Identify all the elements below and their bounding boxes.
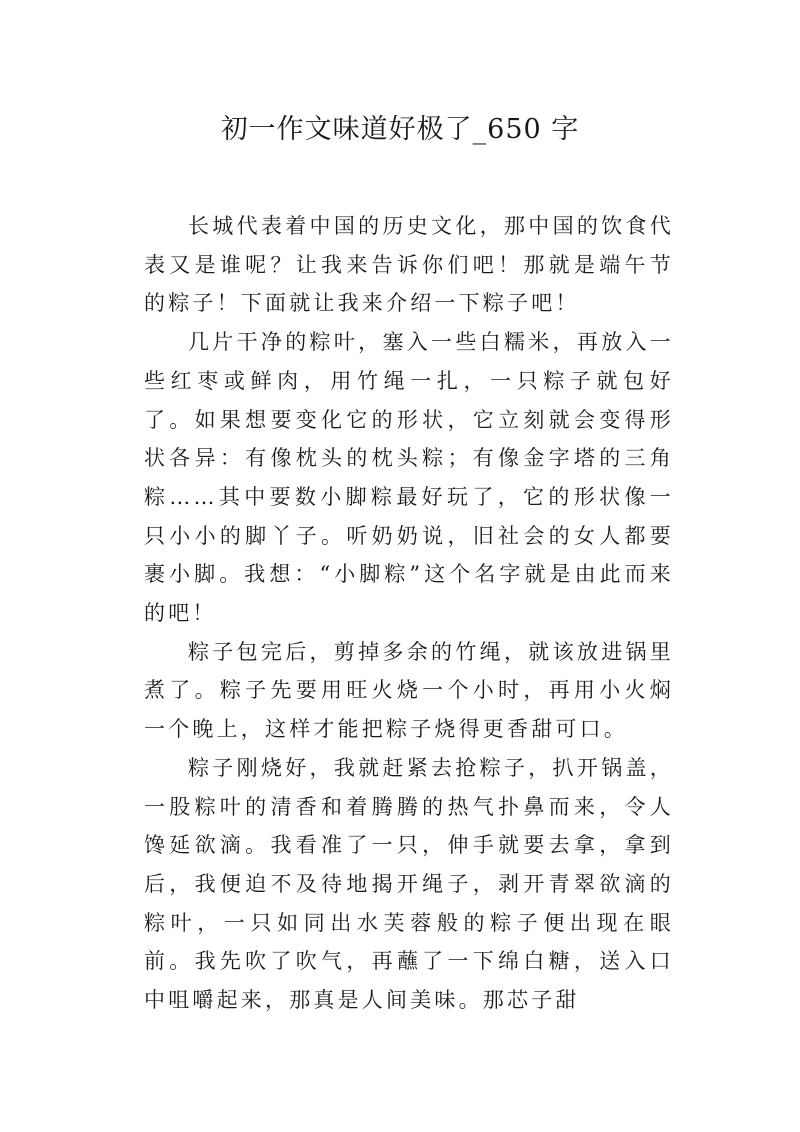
paragraph-eating: 粽子刚烧好，我就赶紧去抢粽子，扒开锅盖，一股粽叶的清香和着腾腾的热气扑鼻而来，令人馋延欲滴。我看准了一只，伸手就要去拿，拿到后，我便迫不及待地揭开绳子，剥开青翠欲滴的粽叶，一只如同出水芙蓉般的粽子便出现在眼前。我先吹了吹气，再蘸了一下绵白糖，送入口中咀嚼起来，那真是人间美味。那芯子甜 [144, 755, 674, 1013]
document-body [144, 207, 674, 1020]
paragraph-cooking: 粽子包完后，剪掉多余的竹绳，就该放进锅里煮了。粽子先要用旺火烧一个小时，再用小火焖一个晚上，这样才能把粽子烧得更香甜可口。 [144, 639, 674, 742]
paragraph-wrapping: 几片干净的粽叶，塞入一些白糯米，再放入一些红枣或鲜肉，用竹绳一扎，一只粽子就包好了。如果想要变化它的形状，它立刻就会变得形状各异：有像枕头的枕头粽；有像金字塔的三角粽……其中要数小脚粽最好玩了，它的形状像一只小小的脚丫子。听奶奶说，旧社会的女人都要裹小脚。我想：“小脚粽”这个名字就是由此而来的吧！ [144, 330, 674, 626]
document-title: 初一作文味道好极了_650 字 [220, 114, 580, 145]
paragraph-intro: 长城代表着中国的历史文化，那中国的饮食代表又是谁呢？让我来告诉你们吧！那就是端午节的粽子！下面就让我来介绍一下粽子吧！ [144, 214, 674, 316]
